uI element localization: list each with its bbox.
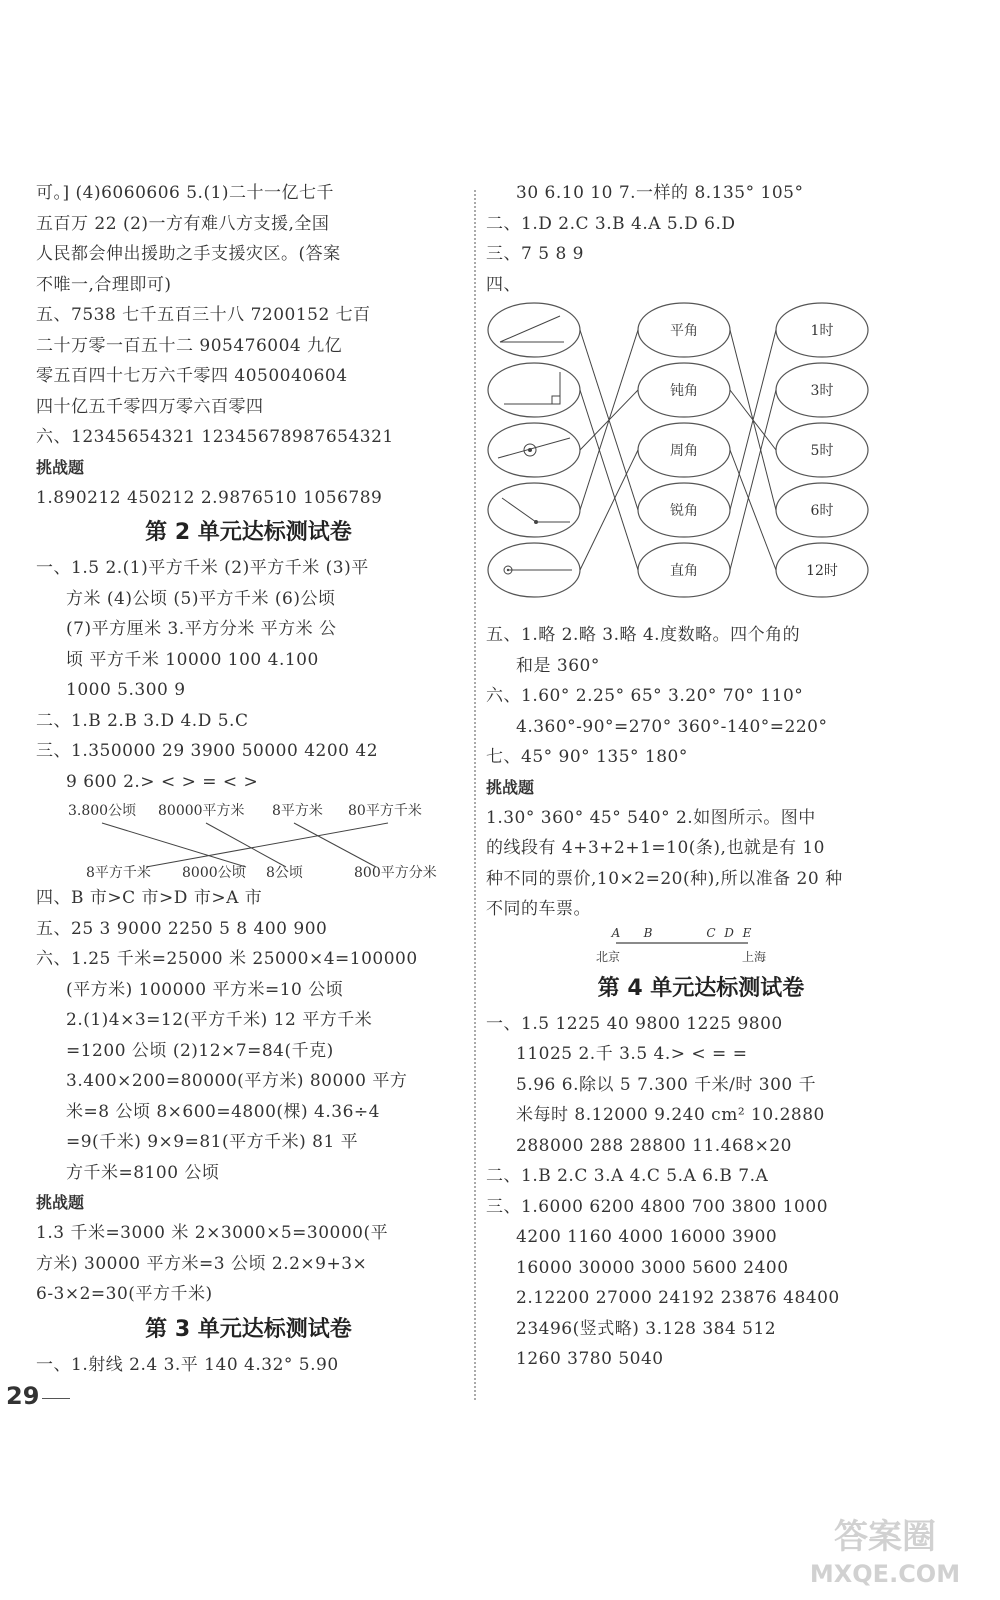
match-line bbox=[146, 823, 388, 867]
time-label: 6时 bbox=[810, 503, 834, 519]
text-line: 零五百四十七万六千零四 4050040604 bbox=[36, 366, 348, 386]
text-line: 米=8 公顷 8×600=4800(棵) 4.36÷4 bbox=[66, 1101, 380, 1122]
connector-line bbox=[730, 450, 776, 570]
text-line: 1000 5.300 9 bbox=[66, 680, 186, 700]
text-line: 11025 2.千 3.5 4.> < = = bbox=[516, 1044, 748, 1064]
challenge-heading: 挑战题 bbox=[36, 457, 85, 477]
angle-matching-figure bbox=[486, 300, 916, 620]
text-line: 五、7538 七千五百三十八 7200152 七百 bbox=[36, 305, 371, 325]
challenge-heading: 挑战题 bbox=[36, 1193, 85, 1212]
unit-matching-figure bbox=[36, 797, 461, 883]
watermark-url: MXQE.COM bbox=[809, 1560, 961, 1588]
text-line: 5.96 6.除以 5 7.300 千米/时 300 千 bbox=[516, 1074, 817, 1095]
text-line: 9 600 2.> < > = < > bbox=[66, 771, 259, 792]
text-line: 六、1.25 千米=25000 米 25000×4=100000 bbox=[36, 949, 418, 969]
text-line: 顷 平方千米 10000 100 4.100 bbox=[66, 649, 319, 670]
text-line: 二、1.B 2.C 3.A 4.C 5.A 6.B 7.A bbox=[486, 1166, 769, 1186]
text-line: 1.30° 360° 45° 540° 2.如图所示。图中 bbox=[486, 807, 816, 828]
text-line: =9(千米) 9×9=81(平方千米) 81 平 bbox=[66, 1132, 359, 1152]
time-label: 12时 bbox=[806, 563, 838, 579]
route-end-label: 上海 bbox=[741, 949, 767, 964]
text-line: 四、B 市>C 市>D 市>A 市 bbox=[36, 888, 263, 908]
text-line: 不同的车票。 bbox=[486, 899, 591, 919]
text-line: 30 6.10 10 7.一样的 8.135° 105° bbox=[516, 183, 804, 203]
page-number-rule bbox=[42, 1398, 70, 1399]
route-point-label: A bbox=[611, 925, 621, 940]
angle-sketch-ellipse bbox=[488, 543, 580, 597]
text-line: 方米 (4)公顷 (5)平方千米 (6)公顷 bbox=[66, 588, 336, 609]
text-line: =1200 公顷 (2)12×7=84(千克) bbox=[66, 1040, 334, 1061]
match-top-label: 80000平方米 bbox=[158, 803, 245, 819]
text-line: 二十万零一百五十二 905476004 九亿 bbox=[36, 335, 343, 356]
time-label: 1时 bbox=[810, 323, 834, 339]
text-line: 23496(竖式略) 3.128 384 512 bbox=[516, 1318, 777, 1339]
column-divider bbox=[474, 190, 476, 1400]
angle-name-label: 平角 bbox=[670, 323, 698, 339]
text-line: 2.12200 27000 24192 23876 48400 bbox=[516, 1288, 840, 1308]
angle-sketch-ellipse bbox=[488, 423, 580, 477]
text-line: 一、1.5 2.(1)平方千米 (2)平方千米 (3)平 bbox=[36, 558, 369, 578]
left-column bbox=[36, 178, 461, 1380]
text-line: 六、1.60° 2.25° 65° 3.20° 70° 110° bbox=[486, 686, 804, 706]
time-label: 5时 bbox=[810, 443, 834, 459]
route-figure bbox=[486, 925, 916, 969]
match-top-label: 8平方米 bbox=[272, 803, 323, 819]
match-line bbox=[206, 823, 286, 867]
challenge-heading: 挑战题 bbox=[486, 777, 535, 797]
angle-name-label: 钝角 bbox=[670, 383, 698, 399]
angle-sketch-ellipse bbox=[488, 303, 580, 357]
section-title-unit2: 第 2 单元达标测试卷 bbox=[145, 520, 352, 545]
text-line: 米每时 8.12000 9.240 cm² 10.2880 bbox=[516, 1105, 825, 1125]
section-title-unit3: 第 3 单元达标测试卷 bbox=[145, 1316, 352, 1342]
connector-line bbox=[730, 390, 776, 570]
angle-name-label: 周角 bbox=[670, 443, 698, 459]
right-column bbox=[486, 178, 916, 1375]
text-line: 三、1.350000 29 3900 50000 4200 42 bbox=[36, 741, 379, 761]
route-point-label: C bbox=[706, 925, 716, 940]
text-line: 一、1.5 1225 40 9800 1225 9800 bbox=[486, 1013, 783, 1034]
text-line: 种不同的票价,10×2=20(种),所以准备 20 种 bbox=[486, 868, 843, 889]
text-line: 不唯一,合理即可) bbox=[36, 274, 172, 295]
text-line: 288000 288 28800 11.468×20 bbox=[516, 1135, 792, 1156]
text-line: (7)平方厘米 3.平方分米 平方米 公 bbox=[66, 619, 337, 639]
match-bottom-label: 8公顷 bbox=[266, 865, 303, 881]
text-line: 五、1.略 2.略 3.略 4.度数略。四个角的 bbox=[486, 625, 801, 645]
text-line: 人民都会伸出援助之手支援灾区。(答案 bbox=[36, 244, 341, 264]
text-line: 六、12345654321 12345678987654321 bbox=[36, 427, 394, 447]
text-line: 二、1.D 2.C 3.B 4.A 5.D 6.D bbox=[486, 213, 736, 234]
connector-line bbox=[580, 390, 638, 570]
text-line: 1.3 千米=3000 米 2×3000×5=30000(平 bbox=[36, 1223, 389, 1243]
match-top-label: 80平方千米 bbox=[348, 803, 422, 819]
angle-sketch-ellipse bbox=[488, 483, 580, 537]
text-line: (平方米) 100000 平方米=10 公顷 bbox=[66, 979, 344, 1000]
text-line: 可。] (4)6060606 5.(1)二十一亿七千 bbox=[36, 183, 335, 203]
match-line bbox=[102, 823, 246, 867]
page-number: 29 bbox=[6, 1382, 40, 1410]
text-line: 2.(1)4×3=12(平方千米) 12 平方千米 bbox=[66, 1010, 373, 1030]
text-line: 6-3×2=30(平方千米) bbox=[36, 1284, 213, 1304]
text-line: 3.400×200=80000(平方米) 80000 平方 bbox=[66, 1071, 408, 1091]
watermark-logo bbox=[790, 1510, 980, 1590]
text-line: 4200 1160 4000 16000 3900 bbox=[516, 1227, 778, 1247]
section-title-unit4: 第 4 单元达标测试卷 bbox=[597, 975, 805, 1001]
angle-name-label: 直角 bbox=[670, 563, 698, 579]
text-line: 三、1.6000 6200 4800 700 3800 1000 bbox=[486, 1196, 829, 1217]
match-top-label: 3.800公顷 bbox=[68, 803, 137, 819]
match-bottom-label: 8000公顷 bbox=[182, 865, 246, 881]
route-start-label: 北京 bbox=[595, 949, 621, 964]
route-point-label: D bbox=[724, 925, 734, 940]
text-line: 五百万 22 (2)一方有难八方支援,全国 bbox=[36, 213, 330, 234]
text-line: 4.360°-90°=270° 360°-140°=220° bbox=[516, 716, 828, 737]
watermark-text: 答案圈 bbox=[834, 1517, 936, 1557]
route-point-label: E bbox=[742, 925, 752, 940]
text-line: 1.890212 450212 2.9876510 1056789 bbox=[36, 487, 383, 508]
match-line bbox=[294, 823, 376, 867]
time-label: 3时 bbox=[810, 383, 834, 399]
text-line: 四十亿五千零四万零六百零四 bbox=[36, 396, 264, 417]
angle-sketch-ellipse bbox=[488, 363, 580, 417]
text-line: 方米) 30000 平方米=3 公顷 2.2×9+3× bbox=[36, 1253, 368, 1274]
text-line: 16000 30000 3000 5600 2400 bbox=[516, 1257, 789, 1278]
route-point-label: B bbox=[643, 925, 653, 940]
text-line: 方千米=8100 公顷 bbox=[66, 1162, 220, 1183]
text-line: 二、1.B 2.B 3.D 4.D 5.C bbox=[36, 710, 249, 731]
connector-line bbox=[580, 450, 638, 570]
match-bottom-label: 8平方千米 bbox=[86, 865, 151, 881]
text-line: 五、25 3 9000 2250 5 8 400 900 bbox=[36, 918, 328, 939]
text-line: 四、 bbox=[486, 274, 521, 295]
text-line: 的线段有 4+3+2+1=10(条),也就是有 10 bbox=[486, 838, 825, 858]
text-line: 1260 3780 5040 bbox=[516, 1349, 664, 1369]
text-line: 三、7 5 8 9 bbox=[486, 244, 584, 264]
text-line: 一、1.射线 2.4 3.平 140 4.32° 5.90 bbox=[36, 1354, 339, 1375]
text-line: 和是 360° bbox=[516, 655, 600, 676]
match-bottom-label: 800平方分米 bbox=[354, 865, 437, 881]
text-line: 七、45° 90° 135° 180° bbox=[486, 747, 688, 767]
angle-name-label: 锐角 bbox=[670, 503, 698, 519]
